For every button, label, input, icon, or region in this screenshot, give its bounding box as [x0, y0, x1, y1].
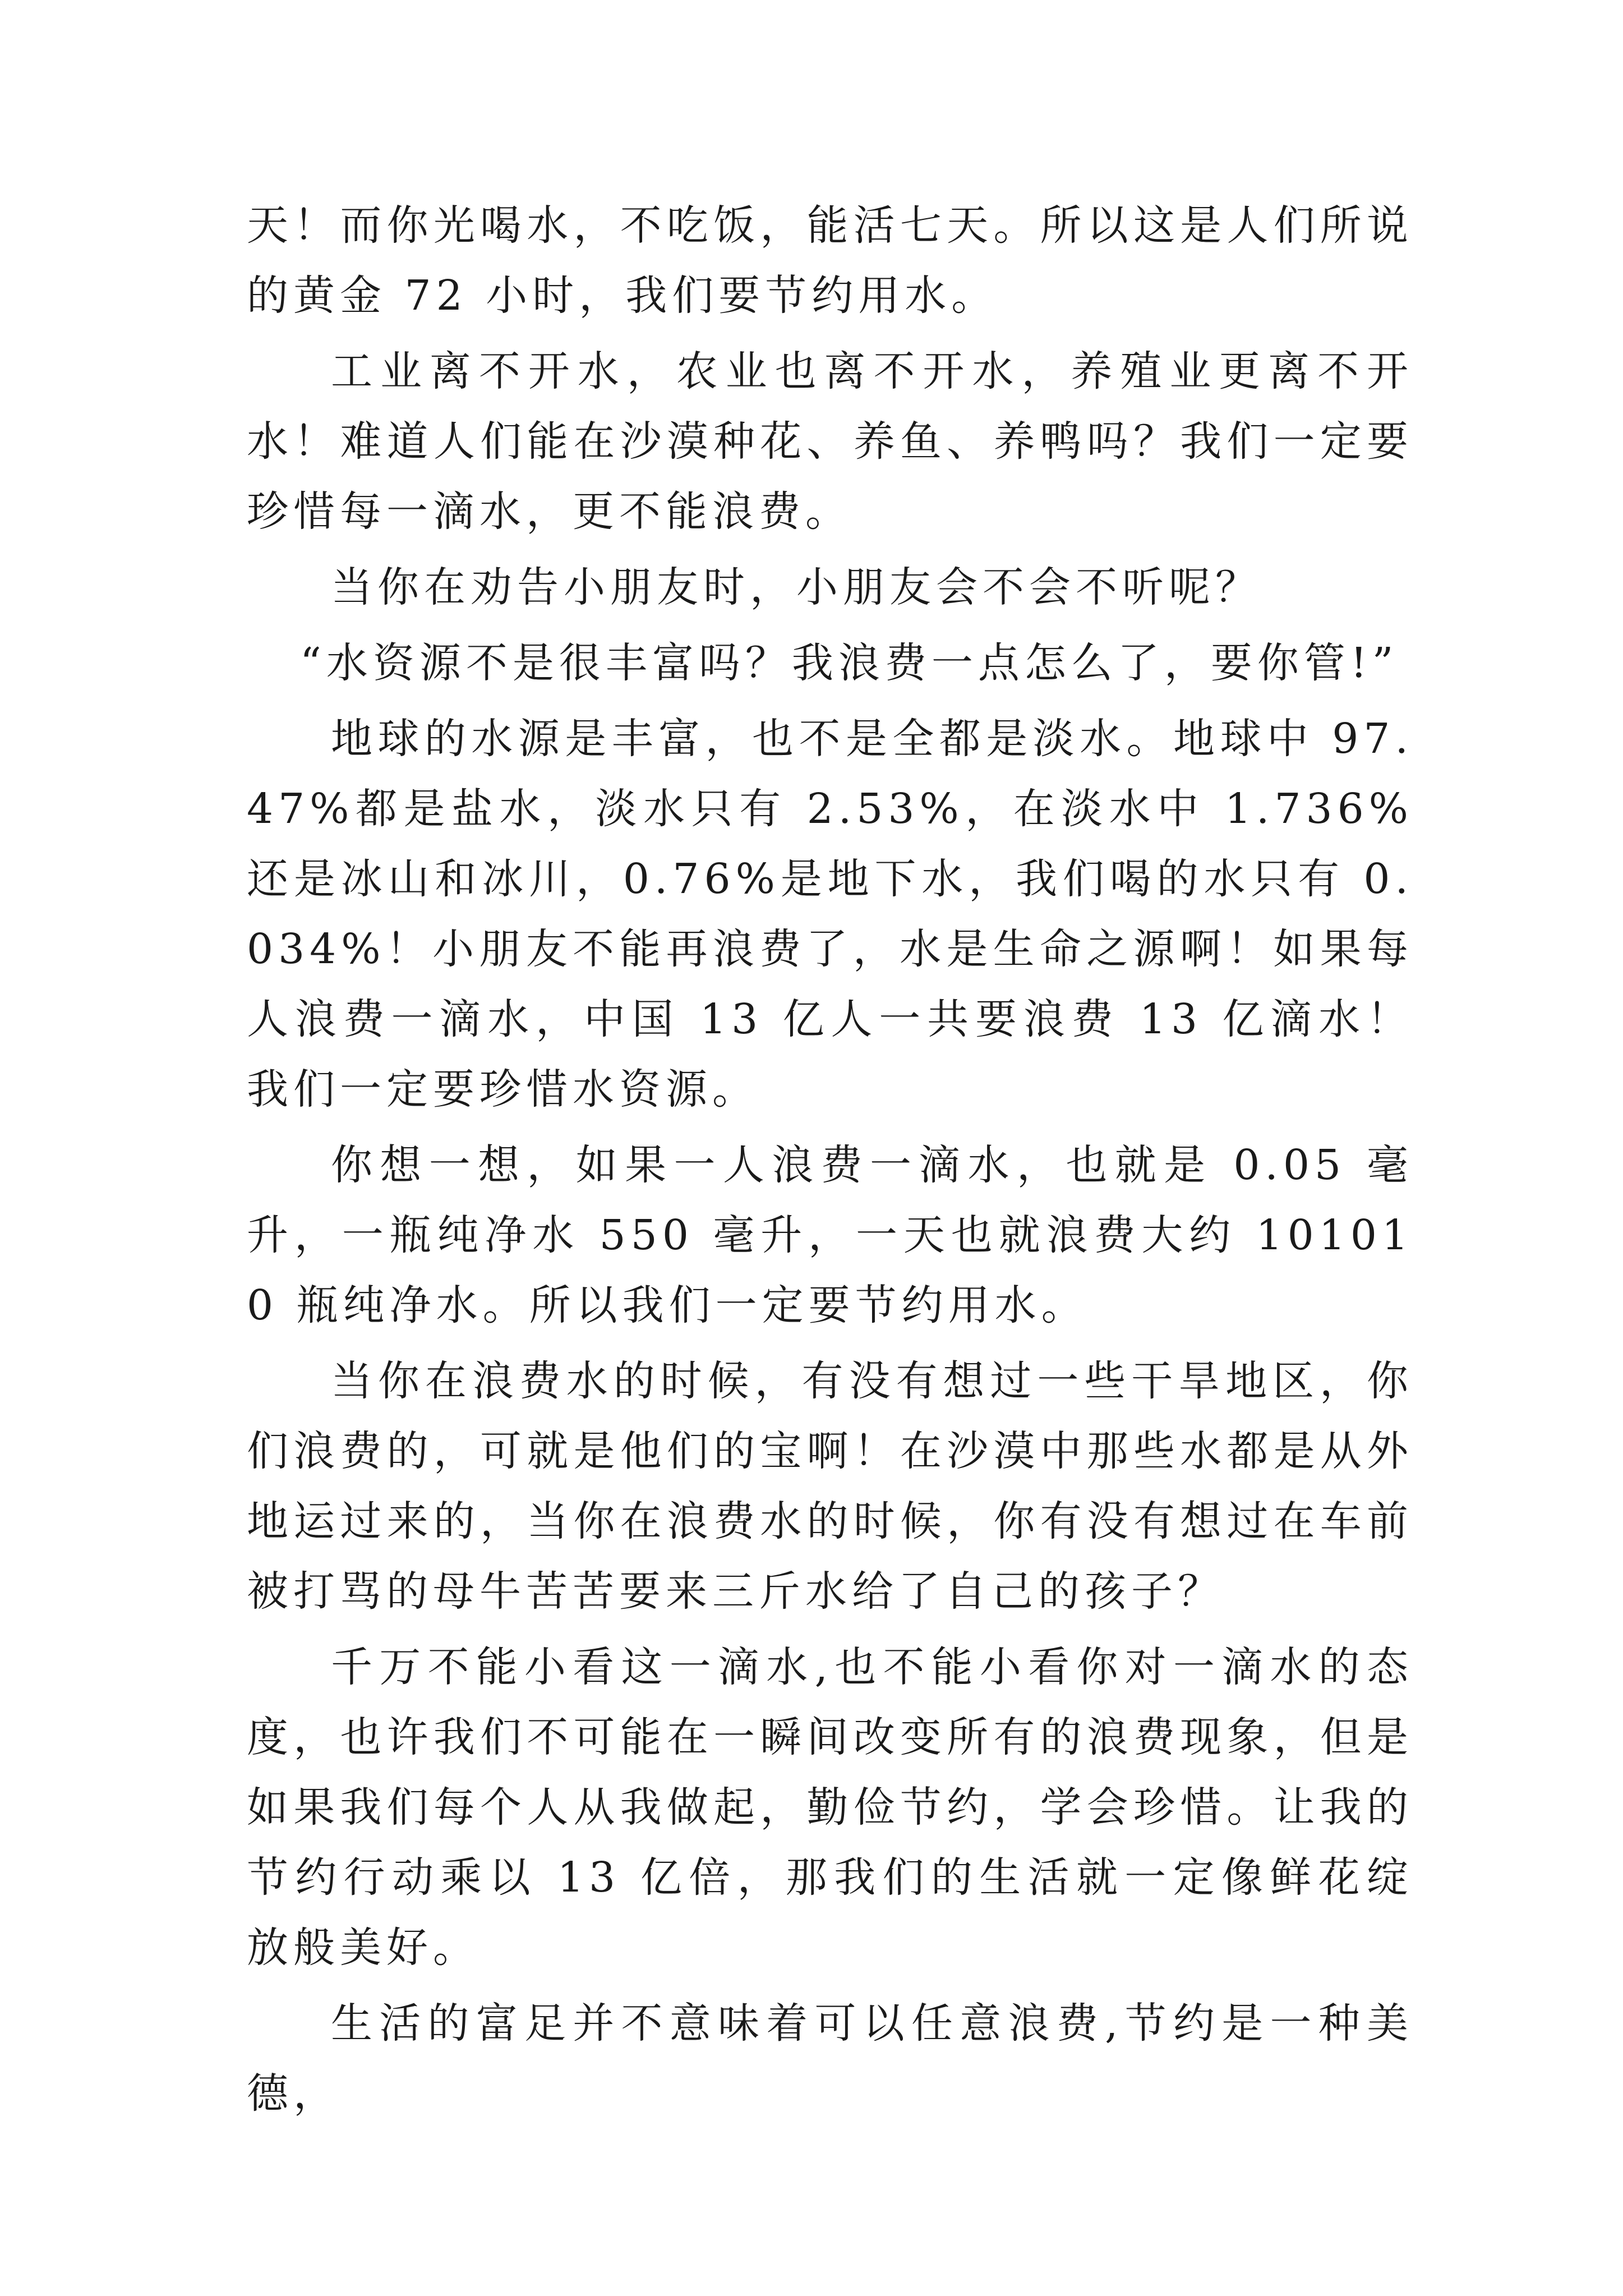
paragraph-1: 天！而你光喝水，不吃饭，能活七天。所以这是人们所说的黄金 72 小时，我们要节约用水。 — [247, 201, 1413, 320]
paragraph-3: 当你在劝告小朋友时，小朋友会不会不听呢？ — [331, 563, 1262, 611]
paragraph-6: 你想一想，如果一人浪费一滴水，也就是 0.05 毫升，一瓶纯净水 550 毫升，一天也就浪费大约 101010 瓶纯净水。所以我们一定要节约用水。 — [247, 1141, 1413, 1329]
paragraph-7: 当你在浪费水的时候，有没有想过一些干旱地区，你们浪费的，可就是他们的宝啊！在沙漠中那些水都是从外地运过来的，当你在浪费水的时候，你有没有想过在车前被打骂的母牛苦苦要来三斤水给了自己的孩子？ — [247, 1357, 1413, 1616]
paragraph-2: 工业离不开水，农业也离不开水，养殖业更离不开水！难道人们能在沙漠种花、养鱼、养鸭吗？我们一定要珍惜每一滴水，更不能浪费。 — [247, 347, 1413, 536]
paragraph-4-quote: “水资源不是很丰富吗？我浪费一点怎么了，要你管!” — [300, 639, 1399, 687]
paragraph-9: 生活的富足并不意味着可以任意浪费,节约是一种美德， — [247, 1999, 1413, 2118]
document-body — [247, 191, 1413, 2134]
paragraph-8: 千万不能小看这一滴水,也不能小看你对一滴水的态度，也许我们不可能在一瞬间改变所有的浪费现象，但是如果我们每个人从我做起，勤俭节约，学会珍惜。让我的节约行动乘以 13 亿倍，那我们的生活就一定像鲜花绽放般美好。 — [247, 1643, 1413, 1972]
paragraph-5: 地球的水源是丰富，也不是全都是淡水。地球中 97.47%都是盐水，淡水只有 2.53%，在淡水中 1.736%还是冰山和冰川，0.76%是地下水，我们喝的水只有 0.034%！小朋友不能再浪费了，水是生命之源啊！如果每人浪费一滴水，中国 13 亿人一共要浪费 13 亿滴水！我们一定要珍惜水资源。 — [247, 715, 1413, 1114]
